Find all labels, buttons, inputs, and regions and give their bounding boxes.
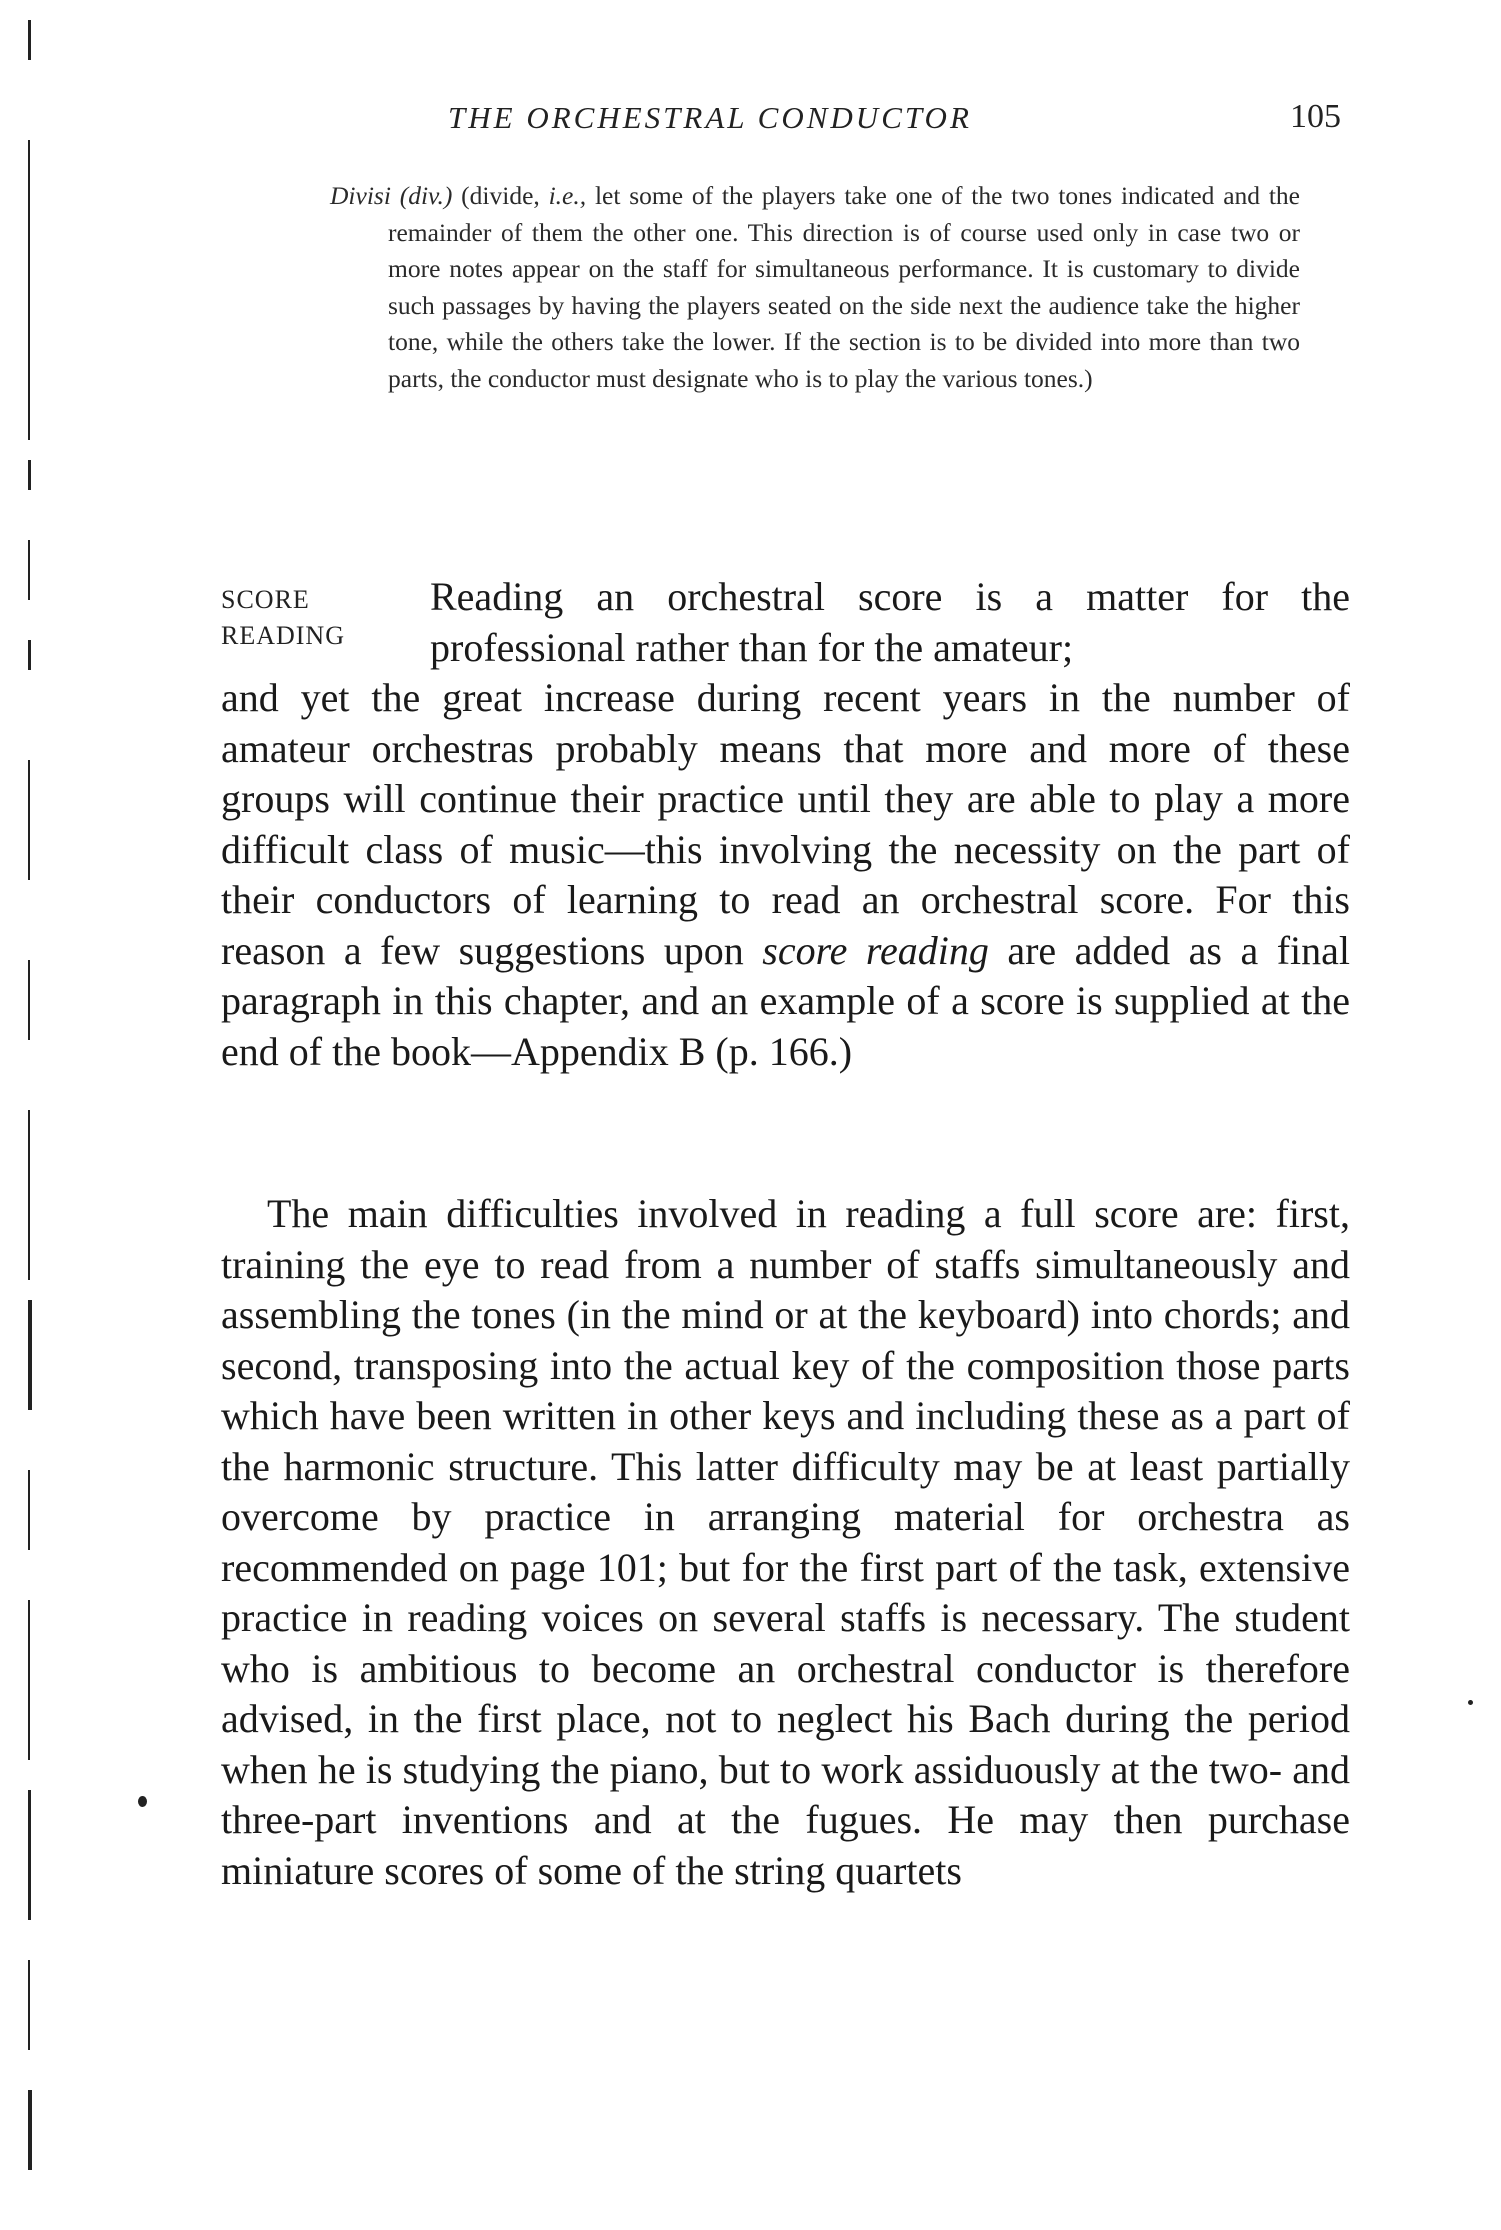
sidehead-line-1: SCORE (221, 585, 310, 614)
divisi-footnote (330, 178, 1300, 397)
paragraph-1-lead: Reading an orchestral score is a matter for the professional rather than for the amateur; (430, 574, 1350, 670)
footnote-term: Divisi (330, 181, 391, 210)
footnote-abbreviation: (div.) (399, 181, 453, 210)
footnote-ie: i.e., (548, 181, 587, 210)
paragraph-1-text-after: are added as a final paragraph in this chapter, and an example of a score is supplied at the end of the book—Appendix B (p. 166.) (221, 927, 1351, 1074)
paragraph-1-text-before: and yet the great increase during recent years in the number of amateur orchestras probably means that more and more of these groups will continue their practice until they are able to play a more difficult class of music—this involving the necessity on the part of their conductors of learning to read an orchestral score. For this reason a few suggestions upon (221, 675, 1350, 973)
running-title: THE ORCHESTRAL CONDUCTOR (448, 100, 972, 135)
print-speck (1468, 1700, 1473, 1705)
sidehead-line-2: READING (221, 621, 345, 650)
paragraph-1-body (221, 673, 1350, 1077)
scan-edge-artifact (28, 0, 32, 2230)
paragraph-2: The main difficulties involved in reading a full score are: first, training the eye to read from a number of staffs simultaneously and assembling the tones (in the mind or at the keyboard) into chords; and second, transposing into the actual key of the composition those parts which have been written in other keys and including these as a part of the harmonic structure. This latter difficulty may be at least partially overcome by practice in arranging material for orchestra as recommended on page 101; but for the first part of the task, extensive practice in reading voices on several staffs is necessary. The student who is ambitious to become an orchestral conductor is therefore advised, in the first place, not to neglect his Bach during the period when he is studying the piano, but to work assiduously at the two- and three-part inventions and at the fugues. He may then purchase miniature scores of some of the string quartets (221, 1191, 1350, 1893)
paragraph-1-emphasis: score reading (762, 927, 989, 973)
section-sidehead (221, 582, 345, 654)
print-speck (138, 1796, 147, 1807)
footnote-text: let some of the players take one of the two tones indicated and the remainder of them the other one. This direction is of course used only in case two or more notes appear on the staff for simultaneous performance. It is customary to divide such passages by having the players seated on the side next the audience take the higher tone, while the others take the lower. If the section is to be divided into more than two parts, the conductor must designate who is to play the various tones.) (388, 181, 1300, 393)
running-head (0, 100, 1501, 150)
page-number: 105 (1290, 98, 1341, 135)
footnote-opening: (divide, (461, 181, 540, 210)
